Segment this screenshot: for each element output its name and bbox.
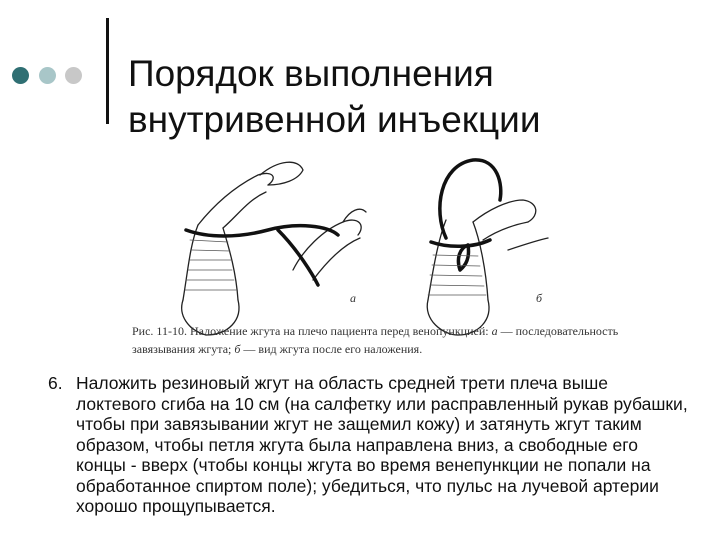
caption-part2: — последовательность завязывания жгута; <box>132 324 619 356</box>
figure-label-b: б <box>536 291 543 305</box>
title-divider <box>106 18 109 124</box>
decorative-dots <box>12 67 102 85</box>
caption-prefix: Рис. 11-10. <box>132 324 187 338</box>
decor-dot-3 <box>65 67 82 84</box>
figure-b-arm <box>427 220 489 335</box>
step-text: Наложить резиновый жгут на область средней трети плеча выше локтевого сгиба на 10 см (на салфетку или расправленный рукав рубашки, чтобы при завязывании жгут не защемил кожу) и затянуть жгут таким образом, чтобы петля жгута была направлена вниз, а свободные его концы - вверх (чтобы концы жгута во время венепункции не попали на обработанное спиртом поле); убедиться, что пульс на лучевой артерии хорошо прощупывается. <box>76 373 688 516</box>
figure-label-a: а <box>350 291 356 305</box>
caption-label-a: а <box>491 324 498 338</box>
figure-a-hand-right <box>293 209 366 280</box>
step-number: 6. <box>48 373 63 393</box>
caption-label-b: б <box>234 342 241 356</box>
figure-b-tourniquet <box>431 160 501 270</box>
figure-a-hand-left <box>198 162 303 228</box>
decor-dot-2 <box>39 67 56 84</box>
caption-part3: — вид жгута после его наложения. <box>243 342 423 356</box>
procedure-step <box>48 373 688 517</box>
slide-title: Порядок выполнения внутривенной инъекции <box>128 52 541 140</box>
caption-part1: Наложение жгута на плечо пациента перед венопункцией: <box>189 324 489 338</box>
figure-caption <box>132 322 627 358</box>
decor-dot-1 <box>12 67 29 84</box>
